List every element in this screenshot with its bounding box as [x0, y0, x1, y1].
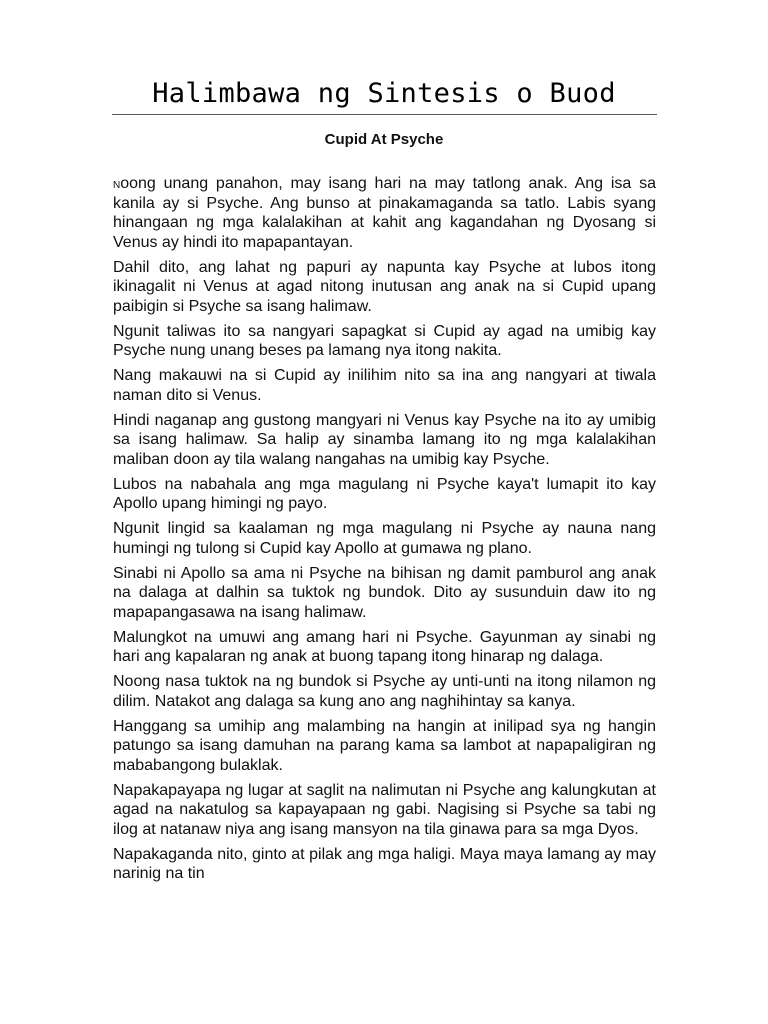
document-title: Halimbawa ng Sintesis o Buod	[152, 78, 616, 109]
paragraph: Napakaganda nito, ginto at pilak ang mga haligi. Maya maya lamang ay may narinig na tin	[113, 845, 656, 882]
paragraph: Noong nasa tuktok na ng bundok si Psyche ay unti-unti na itong nilamon ng dilim. Natakot ang dalaga sa kung ano ang naghihintay sa kanya.	[113, 673, 656, 710]
paragraph	[113, 174, 656, 252]
paragraph: Dahil dito, ang lahat ng papuri ay napunta kay Psyche at lubos itong ikinagalit ni Venus at agad nitong inutusan ang anak na si Cupid upang paibigin si Psyche sa isang halimaw.	[113, 258, 656, 315]
document-body	[113, 174, 656, 889]
paragraph: Hanggang sa umihip ang malambing na hangin at inilipad sya ng hangin patungo sa isang damuhan na parang kama sa lambot at napapaligiran ng mababangong bulaklak.	[113, 717, 656, 774]
paragraph: Ngunit lingid sa kaalaman ng mga magulang ni Psyche ay nauna nang humingi ng tulong si Cupid kay Apollo at gumawa ng plano.	[113, 520, 656, 557]
story-title: Cupid At Psyche	[324, 131, 444, 148]
paragraph-text: oong unang panahon, may isang hari na may tatlong anak. Ang isa sa kanila ay si Psyche. Ang bunso at pinakamaganda sa tatlo. Labis syang hinangaan ng mga kalalakihan at kahit ang kagandahan ng Dyosang si Venus ay hindi ito mapapantayan.	[113, 175, 656, 251]
first-letter: N	[113, 180, 121, 191]
paragraph: Lubos na nabahala ang mga magulang ni Psyche kaya't lumapit ito kay Apollo upang himingi ng payo.	[113, 475, 656, 512]
paragraph: Nang makauwi na si Cupid ay inilihim nito sa ina ang nangyari at tiwala naman dito si Venus.	[113, 367, 656, 404]
title-underline-divider	[112, 114, 657, 115]
paragraph: Malungkot na umuwi ang amang hari ni Psyche. Gayunman ay sinabi ng hari ang kapalaran ng anak at buong tapang itong hinarap ng dalaga.	[113, 628, 656, 665]
paragraph: Sinabi ni Apollo sa ama ni Psyche na bihisan ng damit pamburol ang anak na dalaga at dalhin sa tuktok ng bundok. Dito ay susunduin daw ito ng mapapangasawa na isang halimaw.	[113, 564, 656, 621]
paragraph: Hindi naganap ang gustong mangyari ni Venus kay Psyche na ito ay umibig sa isang halimaw. Sa halip ay sinamba lamang ito ng mga kalalakihan maliban doon ay tila walang nangahas na umibig kay Psyche.	[113, 411, 656, 468]
paragraph: Napakapayapa ng lugar at saglit na nalimutan ni Psyche ang kalungkutan at agad na nakatulog sa kapayapaan ng gabi. Nagising si Psyche sa tabi ng ilog at natanaw niya ang isang mansyon na tila ginawa para sa mga Dyos.	[113, 781, 656, 838]
paragraph: Ngunit taliwas ito sa nangyari sapagkat si Cupid ay agad na umibig kay Psyche nung unang beses pa lamang nya itong nakita.	[113, 322, 656, 359]
